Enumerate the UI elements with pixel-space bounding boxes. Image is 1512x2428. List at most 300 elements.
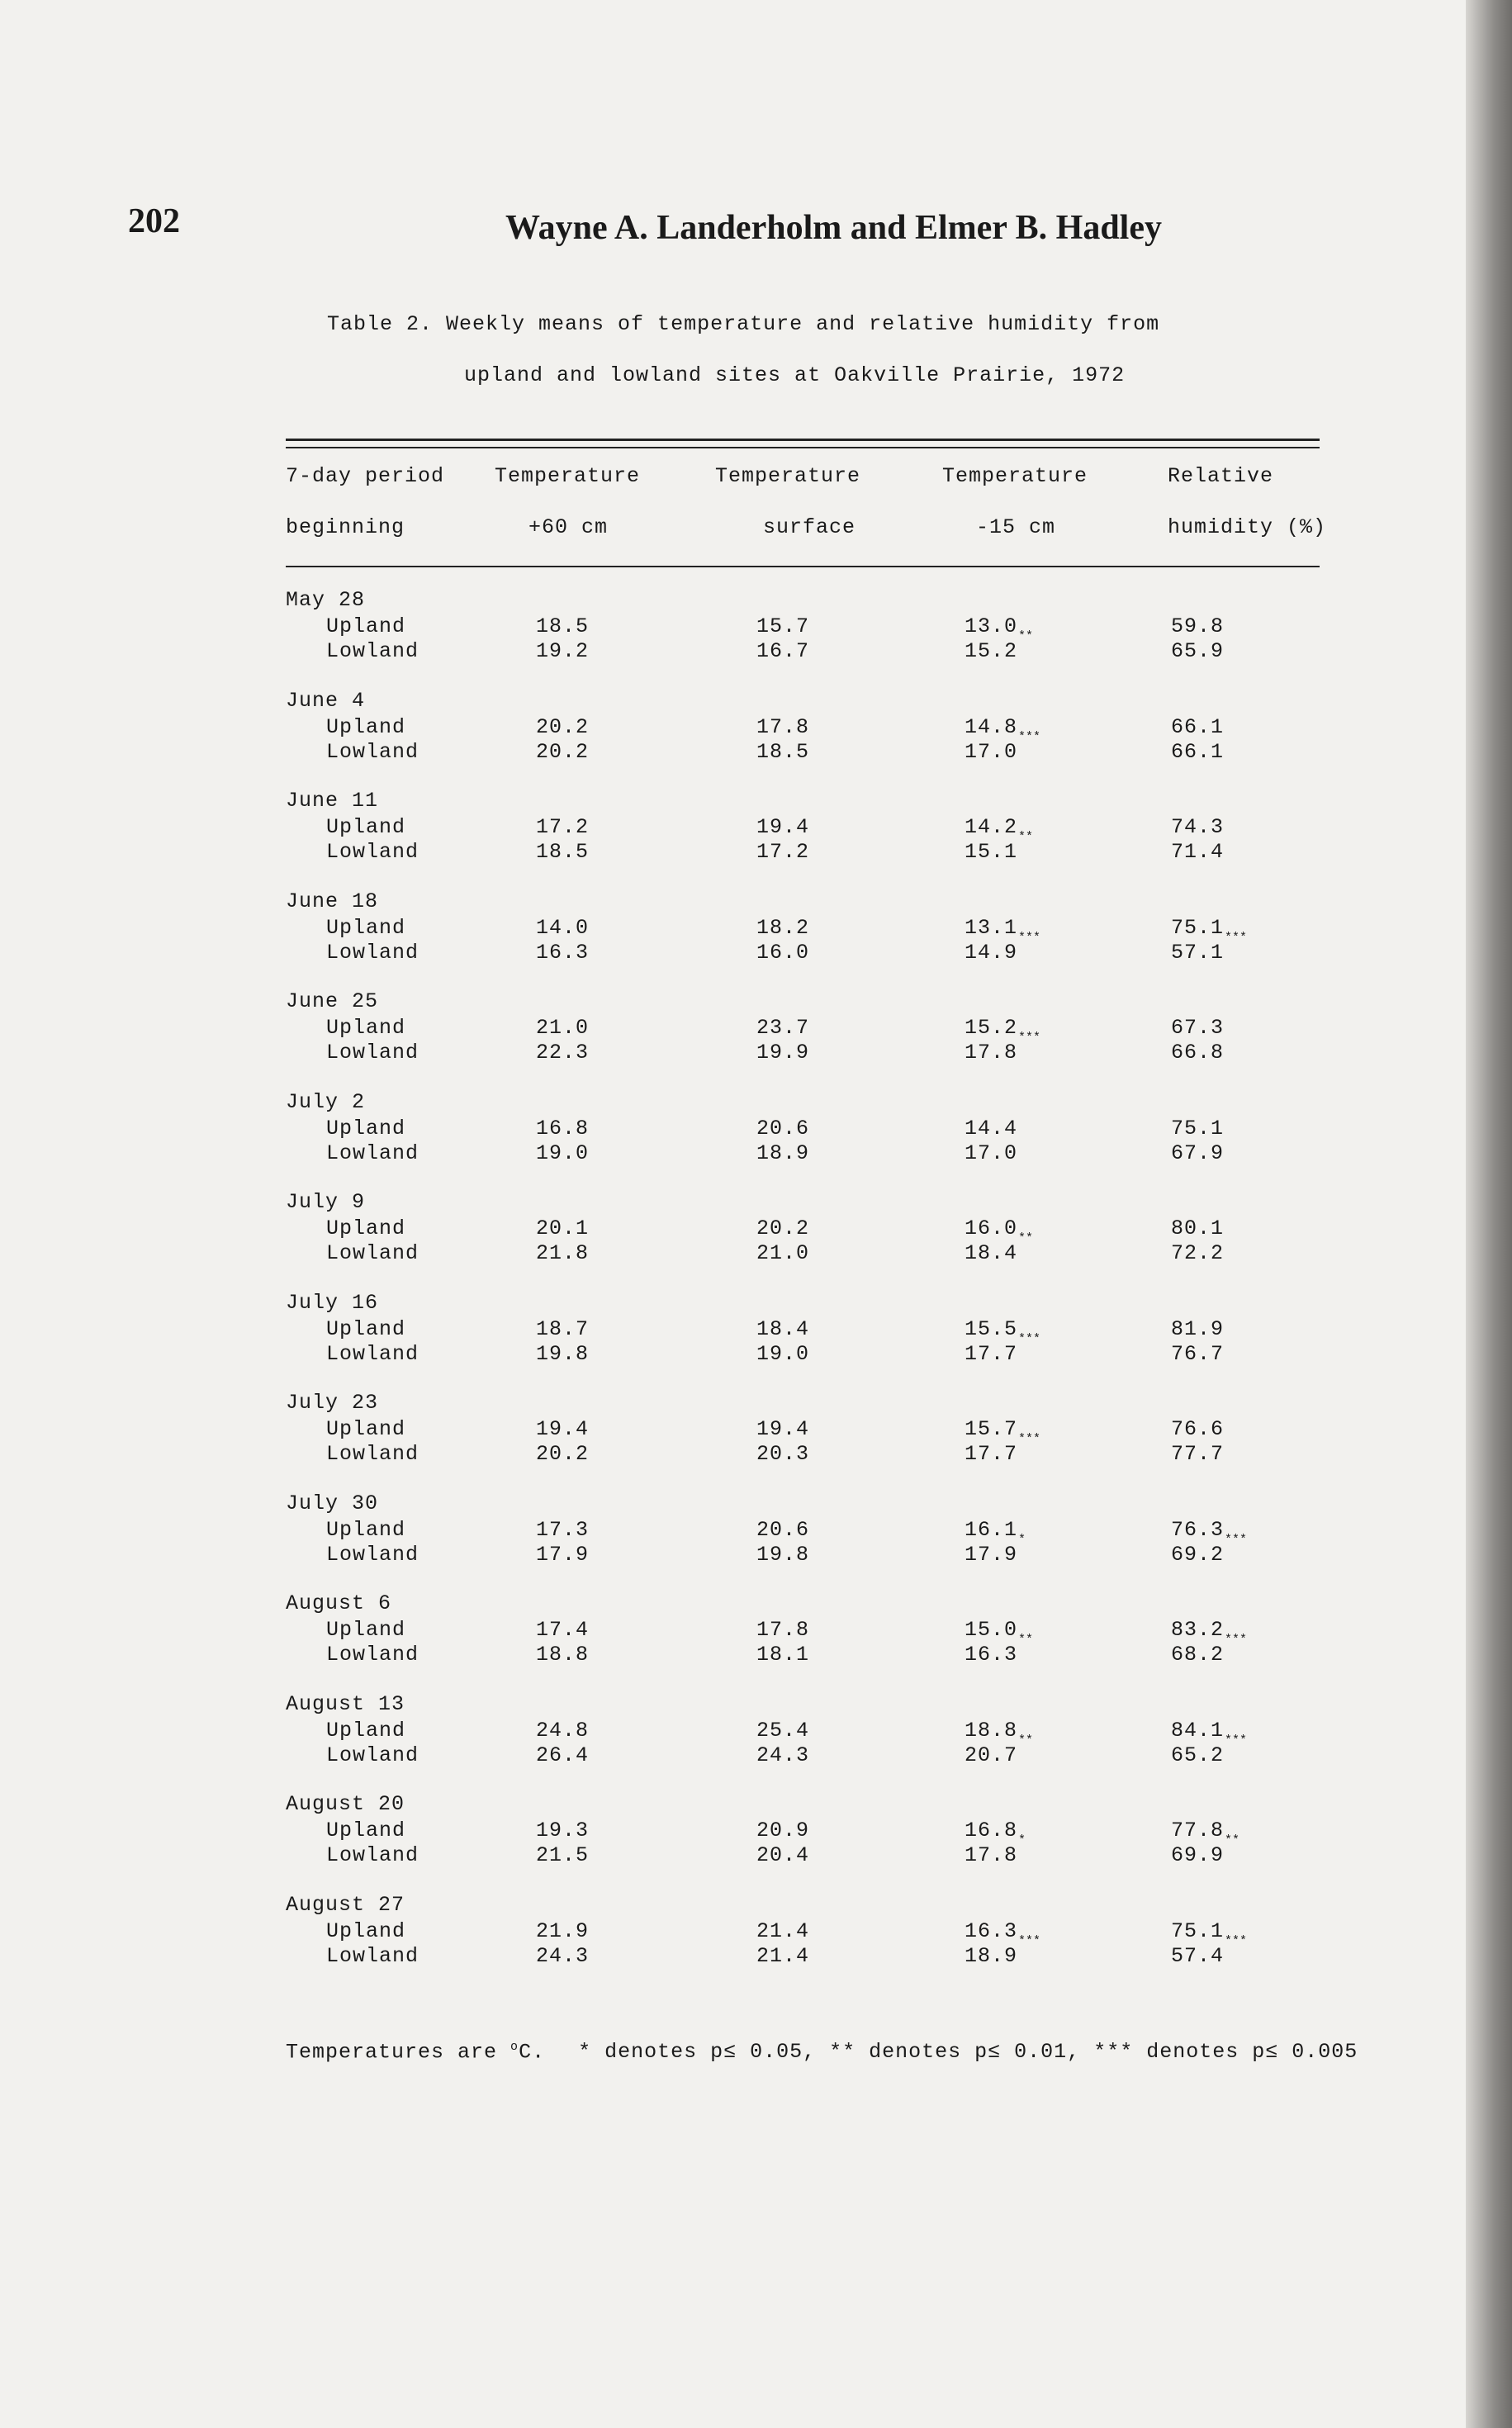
humidity-cell-value: 75.1 [1171,1918,1225,1943]
significance-marker: ** [1018,1733,1034,1747]
air-temp-cell [536,840,589,864]
soil-temp-cell-value: 18.9 [965,1943,1018,1968]
table-footnote [286,2040,1358,2064]
site-cell [326,840,419,864]
table-row [286,915,1320,945]
table-row [286,639,1320,664]
surface-temp-cell [756,740,809,764]
humidity-cell [1171,1944,1224,1968]
surface-temp-cell-value: 18.1 [756,1643,810,1667]
humidity-cell-value: 80.1 [1171,1216,1225,1240]
site-cell-value: Upland [326,1316,406,1341]
surface-temp-cell-value: 19.8 [756,1542,810,1567]
soil-temp-cell-value: 17.8 [965,1843,1018,1867]
table-row [286,1342,1320,1367]
humidity-cell [1171,941,1224,965]
surface-temp-cell [756,614,809,638]
site-cell-value: Upland [326,1819,406,1842]
surface-temp-cell [756,1141,809,1165]
air-temp-cell-value: 19.4 [536,1417,590,1441]
table-row-group [286,1591,1320,1692]
site-cell [326,1417,405,1441]
soil-temp-cell [965,1241,1017,1265]
air-temp-cell-value: 16.8 [536,1116,590,1140]
header-humidity-line2: humidity (%) [1168,515,1327,539]
air-temp-cell [536,1743,589,1767]
table-row [286,1543,1320,1567]
humidity-cell [1171,1843,1224,1867]
humidity-cell-value: 77.8 [1171,1819,1225,1842]
humidity-cell-value: 83.2 [1171,1618,1225,1642]
table-row [286,1618,1320,1647]
surface-temp-cell [756,1944,809,1968]
surface-temp-cell [756,1518,809,1542]
site-cell-value: Upland [326,915,406,940]
table-row [286,1216,1320,1245]
site-cell-value: Upland [326,1216,406,1240]
surface-temp-cell [756,1317,809,1341]
soil-temp-cell-value: 17.8 [965,1041,1018,1065]
surface-temp-cell-value: 16.0 [756,940,810,965]
air-temp-cell [536,1041,589,1065]
surface-temp-cell [756,1442,809,1466]
surface-temp-cell [756,1216,809,1240]
site-cell [326,1843,419,1867]
air-temp-cell-value: 19.3 [536,1819,590,1842]
soil-temp-cell-value: 16.3 [965,1643,1018,1667]
soil-temp-cell-value: 17.7 [965,1341,1018,1366]
significance-marker: ** [1018,830,1034,844]
period-label: June 4 [286,688,366,713]
site-cell [326,1141,419,1165]
surface-temp-cell-value: 17.8 [756,1618,810,1642]
air-temp-cell-value: 18.5 [536,840,590,864]
humidity-cell-value: 59.8 [1171,614,1225,638]
air-temp-cell-value: 21.0 [536,1016,590,1040]
air-temp-cell [536,1442,589,1466]
significance-marker: *** [1018,1933,1041,1948]
header-surface-line2: surface [763,515,856,539]
site-cell-value: Upland [326,1016,406,1040]
site-cell [326,1117,405,1140]
table-row [286,1016,1320,1045]
significance-marker: *** [1225,1532,1248,1547]
humidity-cell [1171,1241,1224,1265]
air-temp-cell-value: 18.8 [536,1643,590,1667]
table-row [286,740,1320,765]
table-row-group [286,689,1320,790]
air-temp-cell-value: 21.5 [536,1843,590,1867]
significance-marker: * [1018,1833,1026,1847]
soil-temp-cell-value: 17.7 [965,1442,1018,1466]
air-temp-cell-value: 14.0 [536,915,590,940]
site-cell-value: Upland [326,614,406,638]
surface-temp-cell-value: 21.4 [756,1943,810,1968]
soil-temp-cell-value: 15.5 [965,1316,1018,1341]
period-label: August 13 [286,1691,405,1716]
surface-temp-cell [756,1743,809,1767]
footnote-significance: * denotes p≤ 0.05, ** denotes p≤ 0.01, *** denotes p≤ 0.005 [578,2040,1358,2065]
soil-temp-cell-value: 14.4 [965,1116,1018,1140]
surface-temp-cell [756,1117,809,1140]
soil-temp-cell-value: 17.0 [965,739,1018,764]
soil-temp-cell [965,840,1017,864]
humidity-cell-value: 75.1 [1171,1116,1225,1140]
air-temp-cell-value: 19.0 [536,1140,590,1165]
table-row [286,1843,1320,1868]
soil-temp-cell [965,740,1017,764]
air-temp-cell-value: 18.7 [536,1316,590,1341]
soil-temp-cell-value: 15.2 [965,639,1018,663]
site-cell [326,1442,419,1466]
site-cell [326,1919,405,1943]
table-row [286,815,1320,844]
period-label: May 28 [286,588,366,612]
header-soil-line1: Temperature [942,464,1088,488]
site-cell-value: Upland [326,714,406,739]
humidity-cell-value: 66.1 [1171,714,1225,739]
site-cell [326,1317,405,1341]
soil-temp-cell-value: 17.0 [965,1140,1018,1165]
soil-temp-cell [965,1342,1017,1366]
air-temp-cell [536,639,589,663]
soil-temp-cell [965,1643,1017,1667]
site-cell-value: Lowland [326,1643,419,1667]
air-temp-cell [536,1117,589,1140]
table-row [286,840,1320,865]
table-row-group [286,1291,1320,1392]
site-cell-value: Lowland [326,840,419,864]
table-row-group [286,588,1320,689]
air-temp-cell [536,1719,589,1743]
air-temp-cell-value: 19.2 [536,639,590,663]
air-temp-cell-value: 17.3 [536,1517,590,1542]
surface-temp-cell [756,1543,809,1567]
table-row-group [286,1190,1320,1291]
site-cell [326,1543,419,1567]
air-temp-cell-value: 21.8 [536,1241,590,1265]
site-cell-value: Lowland [326,1341,419,1366]
air-temp-cell [536,941,589,965]
period-label: July 16 [286,1290,379,1315]
soil-temp-cell-value: 13.0 [965,614,1018,638]
humidity-cell [1171,840,1224,864]
surface-temp-cell [756,1241,809,1265]
significance-marker: ** [1018,1633,1034,1647]
humidity-cell-value: 66.1 [1171,739,1225,764]
air-temp-cell [536,1216,589,1240]
surface-temp-cell-value: 19.4 [756,1417,810,1441]
site-cell [326,1643,419,1667]
surface-temp-cell-value: 20.9 [756,1819,810,1842]
humidity-cell-value: 84.1 [1171,1718,1225,1743]
significance-marker: ** [1018,629,1034,643]
site-cell [326,639,419,663]
site-cell [326,1518,405,1542]
soil-temp-cell-value: 18.8 [965,1718,1018,1743]
air-temp-cell [536,1016,589,1040]
table-row-group [286,889,1320,990]
air-temp-cell-value: 20.2 [536,739,590,764]
site-cell [326,815,405,839]
humidity-cell-value: 76.6 [1171,1417,1225,1441]
air-temp-cell [536,815,589,839]
air-temp-cell-value: 16.3 [536,940,590,965]
table-row [286,1517,1320,1547]
humidity-cell [1171,1141,1224,1165]
significance-marker: *** [1018,930,1041,945]
surface-temp-cell [756,1643,809,1667]
site-cell-value: Upland [326,1517,406,1542]
table-row [286,1417,1320,1446]
table-row [286,1743,1320,1768]
footnote-units-suffix: C. [519,2040,546,2065]
air-temp-cell [536,916,589,940]
significance-marker: *** [1018,1331,1041,1346]
surface-temp-cell-value: 18.5 [756,739,810,764]
page-number: 202 [128,202,180,240]
air-temp-cell [536,1241,589,1265]
site-cell-value: Lowland [326,940,419,965]
site-cell [326,1618,405,1642]
surface-temp-cell [756,1618,809,1642]
header-period-line2: beginning [286,515,405,539]
table-caption-line1: Table 2. Weekly means of temperature and relative humidity from [327,312,1160,336]
site-cell-value: Lowland [326,1241,419,1265]
footnote-units-prefix: Temperatures are [286,2040,511,2065]
air-temp-cell [536,1618,589,1642]
surface-temp-cell [756,941,809,965]
table-row-group [286,1090,1320,1191]
table-row [286,1918,1320,1948]
surface-temp-cell [756,1919,809,1943]
air-temp-cell-value: 24.8 [536,1718,590,1743]
surface-temp-cell-value: 20.2 [756,1216,810,1240]
air-temp-cell-value: 17.4 [536,1618,590,1642]
air-temp-cell [536,1317,589,1341]
soil-temp-cell-value: 15.2 [965,1016,1018,1040]
air-temp-cell [536,715,589,739]
humidity-cell-value: 66.8 [1171,1041,1225,1065]
site-cell-value: Lowland [326,1843,419,1867]
table-row [286,1117,1320,1141]
soil-temp-cell [965,1442,1017,1466]
humidity-cell-value: 76.7 [1171,1341,1225,1366]
humidity-cell [1171,1543,1224,1567]
surface-temp-cell [756,1819,809,1842]
period-label: June 25 [286,989,379,1013]
site-cell [326,1016,405,1040]
air-temp-cell-value: 20.1 [536,1216,590,1240]
humidity-cell-value: 69.9 [1171,1843,1225,1867]
air-temp-cell [536,1843,589,1867]
running-head: Wayne A. Landerholm and Elmer B. Hadley [505,209,1162,247]
significance-marker: *** [1018,1031,1041,1045]
surface-temp-cell [756,1719,809,1743]
air-temp-cell-value: 24.3 [536,1943,590,1968]
table-top-rule-double [286,447,1320,448]
site-cell-value: Upland [326,1918,406,1943]
surface-temp-cell-value: 18.9 [756,1140,810,1165]
surface-temp-cell-value: 16.7 [756,639,810,663]
surface-temp-cell-value: 17.8 [756,714,810,739]
air-temp-cell [536,1819,589,1842]
humidity-cell-value: 68.2 [1171,1643,1225,1667]
soil-temp-cell-value: 20.7 [965,1743,1018,1767]
surface-temp-cell-value: 20.6 [756,1517,810,1542]
soil-temp-cell-value: 16.0 [965,1216,1018,1240]
soil-temp-cell-value: 15.1 [965,840,1018,864]
period-label: July 23 [286,1391,379,1415]
soil-temp-cell-value: 14.9 [965,940,1018,965]
table-row [286,1316,1320,1346]
air-temp-cell [536,1141,589,1165]
humidity-cell [1171,1643,1224,1667]
significance-marker: *** [1225,1633,1248,1647]
table-row-group [286,1391,1320,1491]
site-cell [326,1819,405,1842]
table-row [286,1643,1320,1667]
surface-temp-cell-value: 15.7 [756,614,810,638]
period-label: August 6 [286,1591,392,1615]
site-cell [326,614,405,638]
site-cell [326,941,419,965]
site-cell-value: Lowland [326,1041,419,1065]
soil-temp-cell [965,1743,1017,1767]
table-row-group [286,1491,1320,1592]
header-soil-line2: -15 cm [976,515,1056,539]
surface-temp-cell-value: 20.6 [756,1116,810,1140]
table-row [286,614,1320,643]
air-temp-cell-value: 20.2 [536,714,590,739]
soil-temp-cell [965,1141,1017,1165]
air-temp-cell [536,1919,589,1943]
humidity-cell-value: 81.9 [1171,1316,1225,1341]
significance-marker: ** [1018,1231,1034,1245]
header-air-line1: Temperature [495,464,641,488]
surface-temp-cell-value: 18.2 [756,915,810,940]
soil-temp-cell [965,1041,1017,1065]
humidity-cell-value: 65.2 [1171,1743,1225,1767]
humidity-cell-value: 75.1 [1171,915,1225,940]
humidity-cell-value: 74.3 [1171,815,1225,839]
air-temp-cell-value: 21.9 [536,1918,590,1943]
site-cell-value: Upland [326,815,406,839]
air-temp-cell-value: 22.3 [536,1041,590,1065]
site-cell-value: Lowland [326,1743,419,1767]
humidity-cell-value: 57.4 [1171,1943,1225,1968]
degree-sign: o [510,2040,519,2054]
site-cell-value: Lowland [326,1140,419,1165]
humidity-cell [1171,639,1224,663]
table-row-group [286,1893,1320,1994]
soil-temp-cell-value: 15.0 [965,1618,1018,1642]
humidity-cell [1171,1041,1224,1065]
table-row [286,1819,1320,1847]
site-cell-value: Lowland [326,1943,419,1968]
table-body [286,588,1320,1993]
soil-temp-cell [965,1944,1017,1968]
site-cell [326,1743,419,1767]
soil-temp-cell [965,941,1017,965]
page-edge [1466,0,1512,2428]
table-row-group [286,989,1320,1090]
soil-temp-cell-value: 14.8 [965,714,1018,739]
significance-marker: *** [1018,729,1041,744]
site-cell [326,740,419,764]
surface-temp-cell-value: 21.0 [756,1241,810,1265]
humidity-cell [1171,740,1224,764]
table-caption-line2: upland and lowland sites at Oakville Prairie, 1972 [464,363,1126,387]
soil-temp-cell-value: 16.1 [965,1517,1018,1542]
surface-temp-cell [756,1843,809,1867]
surface-temp-cell-value: 23.7 [756,1016,810,1040]
surface-temp-cell-value: 17.2 [756,840,810,864]
header-humidity-line1: Relative [1168,464,1274,488]
humidity-cell-value: 72.2 [1171,1241,1225,1265]
surface-temp-cell-value: 19.4 [756,815,810,839]
air-temp-cell [536,1643,589,1667]
site-cell-value: Upland [326,1718,406,1743]
humidity-cell [1171,1743,1224,1767]
surface-temp-cell-value: 18.4 [756,1316,810,1341]
air-temp-cell-value: 19.8 [536,1341,590,1366]
site-cell [326,916,405,940]
air-temp-cell [536,1417,589,1441]
surface-temp-cell [756,715,809,739]
surface-temp-cell [756,1016,809,1040]
site-cell-value: Lowland [326,1542,419,1567]
site-cell-value: Lowland [326,739,419,764]
air-temp-cell [536,614,589,638]
significance-marker: ** [1225,1833,1240,1847]
site-cell [326,715,405,739]
period-label: August 27 [286,1892,405,1917]
table-row [286,1944,1320,1969]
surface-temp-cell-value: 20.3 [756,1442,810,1466]
surface-temp-cell [756,815,809,839]
humidity-cell-value: 67.3 [1171,1016,1225,1040]
soil-temp-cell-value: 16.3 [965,1918,1018,1943]
surface-temp-cell [756,639,809,663]
period-label: August 20 [286,1792,405,1816]
humidity-cell-value: 65.9 [1171,639,1225,663]
humidity-cell-value: 71.4 [1171,840,1225,864]
soil-temp-cell-value: 18.4 [965,1241,1018,1265]
table-row [286,1718,1320,1747]
soil-temp-cell-value: 16.8 [965,1819,1018,1842]
soil-temp-cell [965,1843,1017,1867]
site-cell-value: Lowland [326,1442,419,1466]
surface-temp-cell [756,1041,809,1065]
header-air-line2: +60 cm [528,515,609,539]
soil-temp-cell [965,1543,1017,1567]
air-temp-cell [536,1543,589,1567]
table-row [286,1442,1320,1467]
air-temp-cell-value: 18.5 [536,614,590,638]
surface-temp-cell-value: 19.9 [756,1041,810,1065]
soil-temp-cell-value: 15.7 [965,1417,1018,1441]
site-cell [326,1216,405,1240]
table-row [286,714,1320,744]
period-label: July 30 [286,1491,379,1515]
significance-marker: * [1018,1532,1026,1547]
air-temp-cell [536,740,589,764]
table-header-rule [286,566,1320,567]
humidity-cell-value: 77.7 [1171,1442,1225,1466]
humidity-cell [1171,1442,1224,1466]
humidity-cell-value: 76.3 [1171,1517,1225,1542]
